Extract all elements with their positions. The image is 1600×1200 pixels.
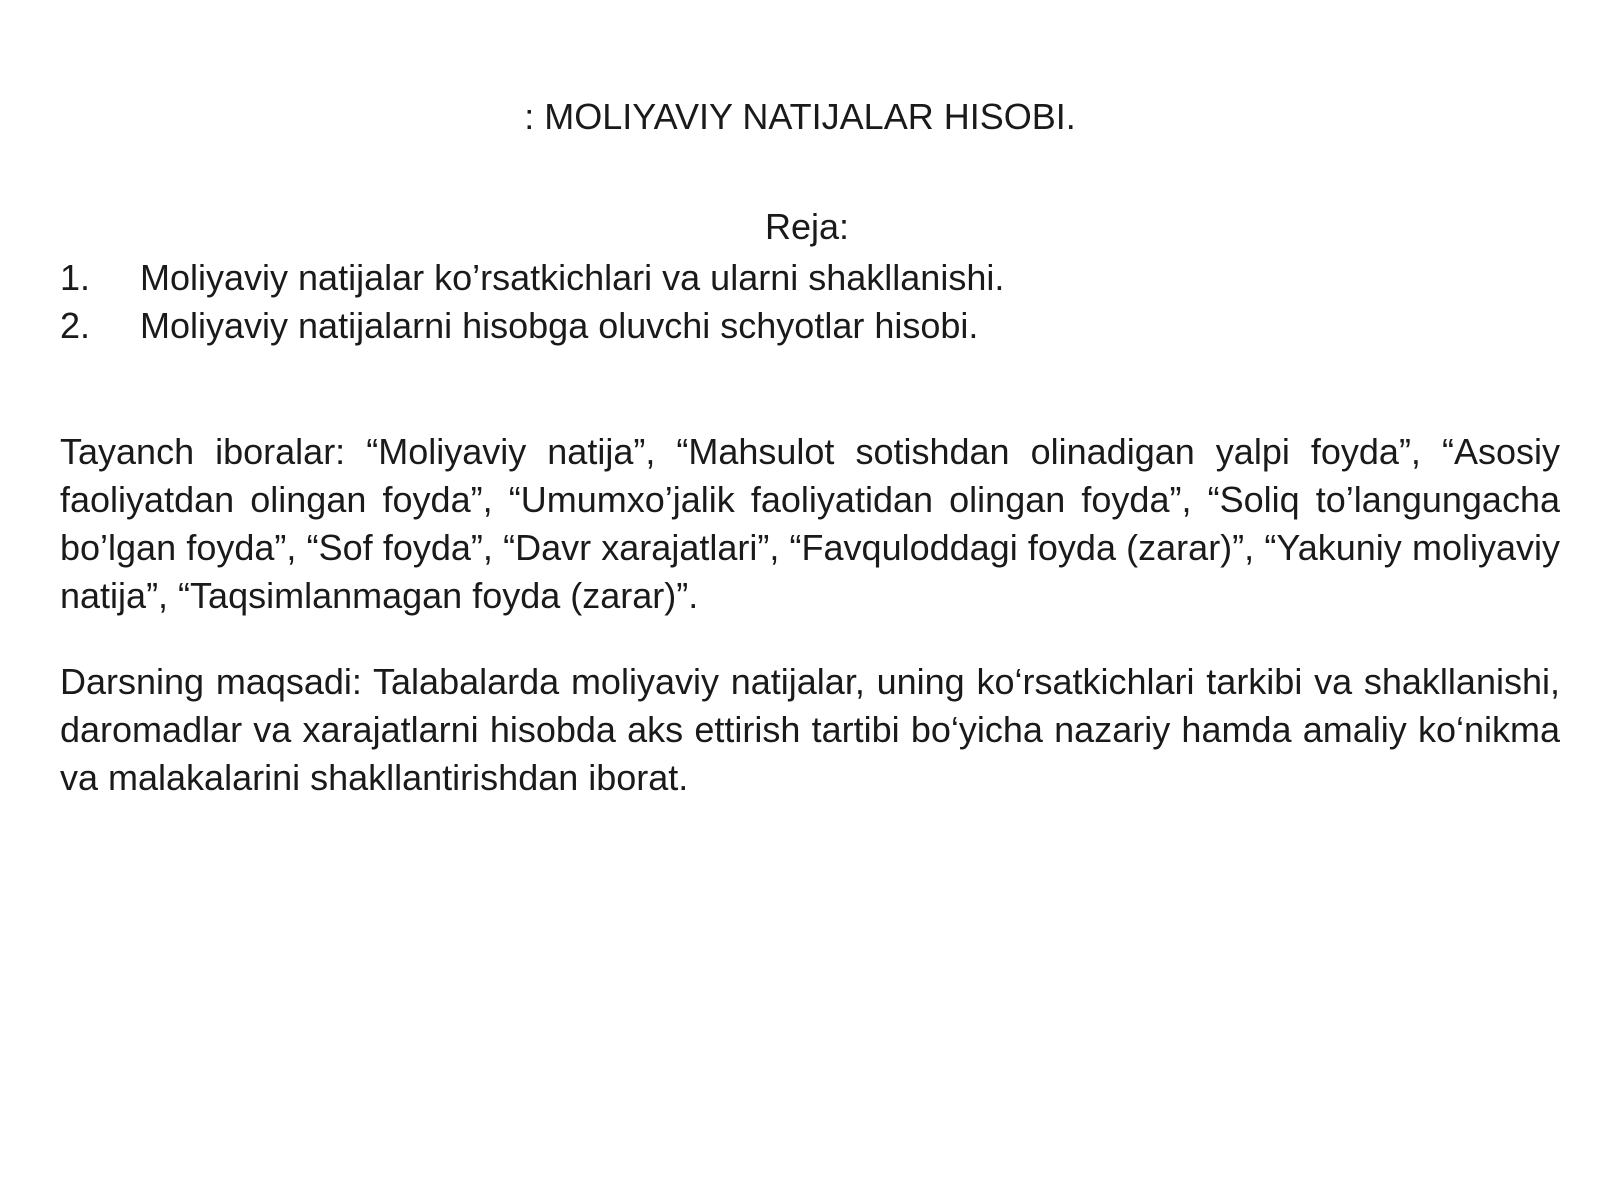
plan-item-number: 1.: [60, 257, 91, 298]
plan-item: [60, 254, 1560, 302]
plan-list: [60, 254, 1560, 350]
slide-title: : MOLIYAVIY NATIJALAR HISOBI.: [524, 96, 1076, 137]
goal-paragraph: Darsning maqsadi: Talabalarda moliyaviy natijalar, uning ko‘rsatkichlari tarkibi va shakllanishi, daromadlar va xarajatlarni hisobda aks ettirish tartibi bo‘yicha nazariy hamda amaliy ko‘nikma va malakalarini shakllantirishdan iborat.: [60, 661, 1560, 798]
plan-item-text: Moliyaviy natijalarni hisobga oluvchi schyotlar hisobi.: [140, 305, 979, 346]
plan-item-number: 2.: [60, 305, 91, 346]
plan-item-text: Moliyaviy natijalar ko’rsatkichlari va ularni shakllanishi.: [140, 257, 1005, 298]
plan-item: [60, 302, 1560, 350]
plan-heading: Reja:: [765, 206, 850, 247]
keywords-paragraph: Tayanch iboralar: “Moliyaviy natija”, “Mahsulot sotishdan olinadigan yalpi foyda”, “Asosiy faoliyatdan olingan foyda”, “Umumxo’jalik faoliyatidan olingan foyda”, “Soliq to’langungacha bo’lgan foyda”, “Sof foyda”, “Davr xarajatlari”, “Favquloddagi foyda (zarar)”, “Yakuniy moliyaviy natija”, “Taqsimlanmagan foyda (zarar)”.: [60, 431, 1560, 616]
